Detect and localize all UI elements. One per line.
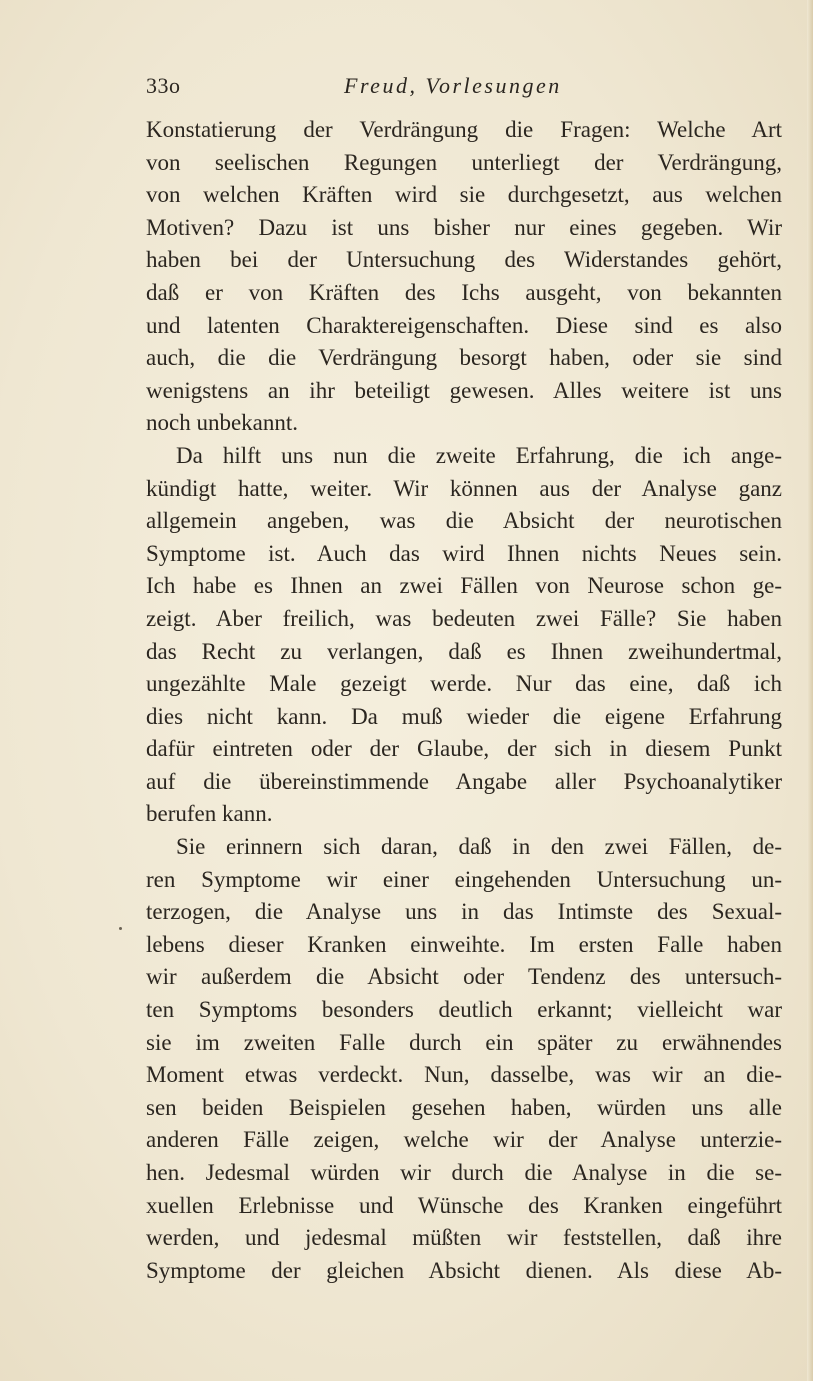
text-line: allgemein angeben, was die Absicht der neurotischen (146, 508, 782, 534)
text-line: ungezählte Male gezeigt werde. Nur das eine, daß ich (146, 671, 782, 697)
text-line: Da hilft uns nun die zweite Erfahrung, die ich ange- (176, 442, 782, 468)
text-line: daß er von Kräften des Ichs ausgeht, von bekannten (146, 279, 782, 305)
text-line: kündigt hatte, weiter. Wir können aus der Analyse ganz (146, 475, 782, 501)
text-line: berufen kann. (146, 801, 273, 827)
text-line: zeigt. Aber freilich, was bedeuten zwei Fälle? Sie haben (146, 605, 782, 631)
running-title: Freud, Vorlesungen (344, 73, 562, 98)
text-line: ren Symptome wir einer eingehenden Untersuchung un- (146, 866, 782, 892)
text-line: von welchen Kräften wird sie durchgesetzt, aus welchen (146, 182, 782, 208)
text-line: sie im zweiten Falle durch ein später zu erwähnendes (146, 1029, 782, 1055)
page-header (146, 73, 786, 103)
text-line: anderen Fälle zeigen, welche wir der Analyse unterzie- (146, 1127, 782, 1153)
text-line: Konstatierung der Verdrängung die Fragen: Welche Art (146, 117, 782, 142)
text-line: auf die übereinstimmende Angabe aller Psychoanalytiker (146, 768, 782, 794)
text-line: terzogen, die Analyse uns in das Intimste des Sexual- (146, 899, 782, 925)
text-line: ten Symptoms besonders deutlich erkannt; vielleicht war (146, 997, 782, 1023)
text-line: lebens dieser Kranken einweihte. Im ersten Falle haben (146, 931, 782, 957)
text-line: das Recht zu verlangen, daß es Ihnen zweihundertmal, (146, 638, 782, 664)
text-line: wir außerdem die Absicht oder Tendenz des untersuch- (146, 964, 782, 990)
body-text (146, 114, 782, 1287)
text-line: Moment etwas verdeckt. Nun, dasselbe, was wir an die- (146, 1062, 782, 1088)
text-line: auch, die die Verdrängung besorgt haben, oder sie sind (146, 345, 782, 371)
text-line: dies nicht kann. Da muß wieder die eigene Erfahrung (146, 703, 782, 729)
text-line: von seelischen Regungen unterliegt der Verdrängung, (146, 149, 782, 175)
text-line: Motiven? Dazu ist uns bisher nur eines gegeben. Wir (146, 214, 782, 240)
text-line: werden, und jedesmal müßten wir feststellen, daß ihre (146, 1225, 782, 1251)
text-line: und latenten Charaktereigenschaften. Diese sind es also (146, 312, 782, 338)
text-line: hen. Jedesmal würden wir durch die Analyse in die se- (146, 1160, 782, 1185)
page-edge-shadow (807, 0, 813, 1381)
text-line: noch unbekannt. (146, 410, 299, 436)
page-number: 33o (146, 73, 181, 98)
text-line: Sie erinnern sich daran, daß in den zwei Fällen, de- (176, 834, 782, 860)
text-line: xuellen Erlebnisse und Wünsche des Kranken eingeführt (146, 1192, 782, 1218)
text-line: wenigstens an ihr beteiligt gewesen. Alles weitere ist uns (146, 377, 782, 403)
text-line: Symptome ist. Auch das wird Ihnen nichts Neues sein. (146, 540, 782, 566)
text-line: Ich habe es Ihnen an zwei Fällen von Neurose schon ge- (146, 573, 782, 599)
margin-mark (119, 927, 122, 930)
text-line: haben bei der Untersuchung des Widerstandes gehört, (146, 247, 782, 273)
text-line: sen beiden Beispielen gesehen haben, würden uns alle (146, 1094, 782, 1120)
text-line: Symptome der gleichen Absicht dienen. Als diese Ab- (146, 1257, 782, 1283)
text-line: dafür eintreten oder der Glaube, der sich in diesem Punkt (146, 736, 782, 762)
